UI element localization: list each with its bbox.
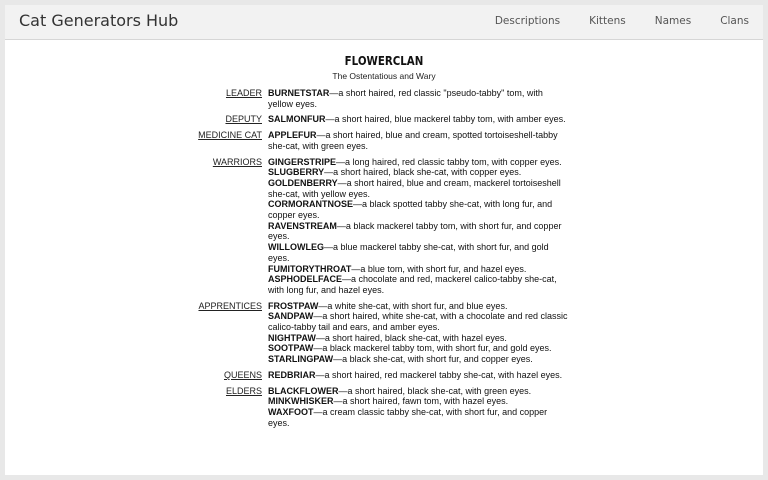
cat-name: ASPHODELFACE [268,274,343,285]
cat-description: —a short haired, black she-cat, with copper eyes. [324,167,522,178]
cat-list [268,130,568,151]
cat-name: BURNETSTAR [268,88,330,98]
cat-entry [268,311,568,332]
rank-section-deputy [5,114,763,125]
rank-label: WARRIORS [212,156,262,167]
cat-description: —a short haired, blue mackerel tabby tom, with amber eyes. [325,114,566,125]
rank-section-apprentices [5,301,763,365]
clan-subtitle: The Ostentatious and Wary [332,71,436,81]
nav-clans-link[interactable]: Clans [720,15,749,27]
cat-name: FROSTPAW [268,300,319,311]
cat-name: GOLDENBERRY [268,177,338,188]
cat-name: NIGHTPAW [268,332,316,343]
rank-section-medicine-cat [5,130,763,151]
cat-list [268,386,568,429]
cat-description: —a blue mackerel tabby she-cat, with short fur, and gold eyes. [268,242,549,263]
cat-description: —a short haired, blue and cream, spotted tortoiseshell-tabby she-cat, with green eyes. [268,130,558,151]
rank-section-leader [5,88,763,109]
cat-entry [268,354,568,365]
main-nav [466,15,749,27]
cat-entry [268,242,568,263]
cat-description: —a white she-cat, with short fur, and blue eyes. [318,300,508,311]
rank-section-warriors [5,157,763,296]
cat-entry [268,199,568,220]
cat-list [268,157,568,296]
cat-description: —a short haired, black she-cat, with hazel eyes. [315,332,507,343]
cat-name: SANDPAW [268,311,314,322]
rank-label: ELDERS [225,385,262,396]
cat-entry [268,130,568,151]
clan-name: FLOWERCLAN [344,53,424,68]
cat-list [268,301,568,365]
cat-description: —a long haired, red classic tabby tom, with copper eyes. [336,156,562,167]
cat-name: RAVENSTREAM [268,220,337,231]
cat-description: —a short haired, red mackerel tabby she-cat, with hazel eyes. [315,369,563,380]
cat-description: —a blue tom, with short fur, and hazel eyes. [351,263,527,274]
rank-label: DEPUTY [225,114,262,125]
cat-description: —a short haired, blue and cream, mackerel tortoiseshell she-cat, with yellow eyes. [268,177,561,199]
cat-description: —a cream classic tabby she-cat, with short fur, and copper eyes. [268,406,548,428]
rank-section-elders [5,386,763,429]
cat-description: —a black she-cat, with short fur, and copper eyes. [333,354,533,365]
cat-list [268,88,568,109]
cat-entry [268,167,568,178]
cat-name: WILLOWLEG [268,242,324,253]
cat-entry [268,343,568,354]
rank-section-queens [5,370,763,381]
cat-entry [268,88,568,109]
cat-list [268,114,568,125]
cat-entry [268,396,568,407]
cat-name: MINKWHISKER [268,396,334,407]
cat-name: BLACKFLOWER [268,385,339,396]
cat-name: WAXFOOT [268,406,314,417]
cat-name: REDBRIAR [268,369,316,380]
rank-label: QUEENS [223,369,262,380]
top-navbar [5,5,763,40]
cat-name: CORMORANTNOSE [268,199,353,210]
cat-name: SALMONFUR [268,114,326,125]
cat-entry [268,274,568,295]
cat-entry [268,386,568,397]
clan-roster [5,88,763,433]
cat-entry [268,114,568,125]
nav-names-link[interactable]: Names [654,15,692,27]
cat-name: FUMITORYTHROAT [268,263,352,274]
cat-description: —a short haired, white she-cat, with a chocolate and red classic calico-tabby tail and ears, and amber eyes. [268,311,568,333]
cat-entry [268,221,568,242]
cat-description: —a short haired, fawn tom, with hazel eyes. [333,396,509,407]
content-panel [5,40,763,475]
cat-entry [268,178,568,199]
cat-entry [268,301,568,312]
cat-entry [268,333,568,344]
cat-description: —a black spotted tabby she-cat, with long fur, and copper eyes. [268,199,553,221]
cat-list [268,370,568,381]
cat-description: —a black mackerel tabby tom, with short fur, and gold eyes. [313,343,552,354]
cat-entry [268,370,568,381]
cat-description: —a black mackerel tabby tom, with short fur, and copper eyes. [268,220,562,242]
brand-title[interactable]: Cat Generators Hub [19,11,179,30]
cat-description: —a short haired, red classic "pseudo-tabby" tom, with yellow eyes. [268,88,543,109]
cat-description: —a short haired, black she-cat, with green eyes. [338,385,532,396]
cat-name: SOOTPAW [268,343,314,354]
cat-name: GINGERSTRIPE [268,156,337,167]
cat-name: SLUGBERRY [268,167,325,178]
nav-descriptions-link[interactable]: Descriptions [494,15,561,27]
rank-label: LEADER [225,88,262,98]
rank-label: MEDICINE CAT [198,130,262,141]
cat-entry [268,407,568,428]
cat-entry [268,157,568,168]
cat-entry [268,264,568,275]
rank-label: APPRENTICES [198,300,262,311]
cat-description: —a chocolate and red, mackerel calico-tabby she-cat, with long fur, and hazel eyes. [268,274,557,295]
cat-name: APPLEFUR [268,130,317,141]
nav-kittens-link[interactable]: Kittens [589,15,626,27]
cat-name: STARLINGPAW [268,354,334,365]
